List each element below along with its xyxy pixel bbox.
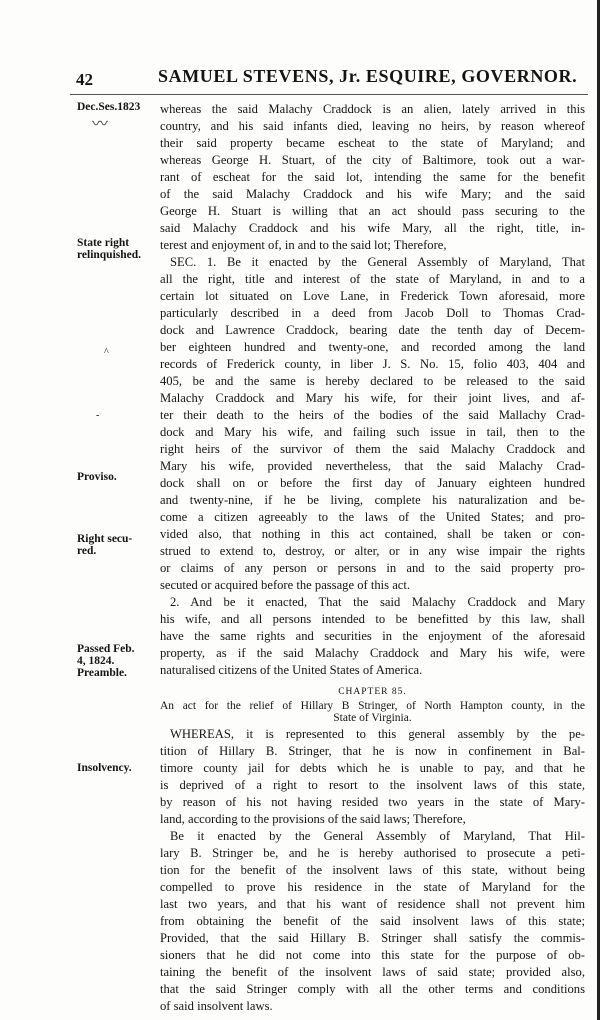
text-line: that the said Stringer comply with all the other terms and conditions — [160, 982, 585, 996]
text-line: 405, be and the same is hereby declared to be released to the said — [160, 374, 585, 388]
text-line: timore county jail for debts which he is unable to pay, and that he — [160, 761, 585, 775]
text-line: naturalised citizens of the United States of America. — [160, 663, 423, 677]
text-line: dock shall on or before the first day of January eighteen hundred — [160, 476, 585, 490]
act-title: An act for the relief of Hillary B Stringer, of North Hampton county, in the — [160, 700, 585, 712]
text-line: whereas the said Malachy Craddock is an alien, lately arrived in this — [160, 102, 585, 116]
text-line: George H. Stuart is willing that an act should pass securing to the — [160, 204, 585, 218]
text-line: lary B. Stringer be, and he is hereby authorised to prosecute a peti- — [160, 846, 585, 860]
text-line: is deprived of a right to resort to the insolvent laws of this state, — [160, 778, 585, 792]
text-line: Provided, that the said Hillary B. Stringer shall satisfy the commis- — [160, 931, 585, 945]
text-line: Malachy Craddock and Mary his wife, for their joint lives, and af- — [160, 391, 585, 405]
text-line: of the said Malachy Craddock and his wife Mary; and the said — [160, 187, 585, 201]
text-line: land, according to the provisions of the said laws; Therefore, — [160, 812, 466, 826]
text-line: or claims of any person or persons in and to the said property pro- — [160, 561, 585, 575]
text-line: records of Frederick county, in liber J. S. No. 15, folio 403, 404 and — [160, 357, 585, 371]
text-line: and twenty-nine, if he be living, complete his naturalization and be- — [160, 493, 585, 507]
text-line: 2. And be it enacted, That the said Malachy Craddock and Mary — [170, 595, 585, 609]
text-line: SEC. 1. Be it enacted by the General Assembly of Maryland, That — [170, 255, 585, 269]
text-line: come a citizen agreeably to the laws of the United States; and pro- — [160, 510, 585, 524]
margin-mark: - — [96, 410, 100, 421]
margin-note-passed-date: 4, 1824. — [77, 655, 115, 667]
text-line: rant of escheat for the said lot, intending the same for the benefit — [160, 170, 585, 184]
text-line: tion for the benefit of the insolvent laws of this state, without being — [160, 863, 585, 877]
text-line: ter their death to the heirs of the bodies of the said Mallachy Crad- — [160, 408, 585, 422]
text-line: country, and his said infants died, leaving no heirs, by reason whereof — [160, 119, 585, 133]
margin-note-right-secured: Right secu- — [77, 533, 133, 545]
text-line: Mary his wife, provided nevertheless, that the said Malachy Crad- — [160, 459, 585, 473]
margin-note-passed: Passed Feb. — [77, 643, 135, 655]
margin-note-insolvency: Insolvency. — [77, 762, 132, 774]
text-line: whereas George H. Stuart, of the city of Baltimore, took out a war- — [160, 153, 585, 167]
text-line: secuted or acquired before the passage of this act. — [160, 578, 411, 592]
text-line: ber eighteen hundred and twenty-one, and recorded among the land — [160, 340, 585, 354]
text-line: certain lot situated on Love Lane, in Frederick Town aforesaid, more — [160, 289, 585, 303]
text-line: said Malachy Craddock and his wife Mary, all the right, title, in- — [160, 221, 585, 235]
text-line: particularly described in a deed from Jacob Doll to Thomas Crad- — [160, 306, 585, 320]
text-line: strued to extend to, destroy, or alter, or in any wise impair the rights — [160, 544, 585, 558]
margin-note-session: Dec.Ses.1823 — [77, 101, 141, 113]
margin-note-red: red. — [77, 545, 97, 557]
chapter-title: CHAPTER 85. — [338, 687, 407, 697]
text-line: all the right, title and interest of the state of Maryland, in and to a — [160, 272, 585, 286]
header-rule — [70, 94, 588, 95]
act-title-state: State of Virginia. — [333, 712, 412, 724]
page-number: 42 — [76, 70, 93, 89]
text-line: dock and Lawrence Craddock, bearing date the tenth day of Decem- — [160, 323, 585, 337]
text-line: last two years, and that his want of residence shall not prevent him — [160, 897, 585, 911]
running-head: SAMUEL STEVENS, Jr. ESQUIRE, GOVERNOR. — [158, 66, 578, 86]
text-line: property, as if the said Malachy Craddock and Mary his wife, were — [160, 646, 585, 660]
text-line: WHEREAS, it is represented to this general assembly by the pe- — [170, 727, 585, 741]
text-line: terest and enjoyment of, in and to the said lot; Therefore, — [160, 238, 447, 252]
text-line: their said property became escheat to the state of Maryland; and — [160, 136, 585, 150]
margin-mark: ^ — [104, 347, 109, 358]
margin-note-state-right: State right — [77, 237, 130, 249]
margin-note-preamble: Preamble. — [77, 667, 127, 679]
text-line: Be it enacted by the General Assembly of Maryland, That Hil- — [170, 829, 585, 843]
text-line: vided also, that nothing in this act contained, shall be taken or con- — [160, 527, 585, 541]
text-line: have the same rights and securities in the enjoyment of the aforesaid — [160, 629, 585, 643]
text-line: by reason of his not having resided two years in the state of Mary- — [160, 795, 585, 809]
text-line: tition of Hillary B. Stringer, that he is now in confinement in Bal- — [160, 744, 585, 758]
text-line: sioners that he did not come into this state for the purpose of ob- — [160, 948, 585, 962]
margin-note-proviso: Proviso. — [77, 471, 117, 483]
text-line: compelled to prove his residence in the state of Maryland for the — [160, 880, 585, 894]
text-line: taining the benefit of the insolvent laws of said state; provided also, — [160, 965, 585, 979]
text-line: from obtaining the benefit of the said insolvent laws of this state; — [160, 914, 585, 928]
text-line: his wife, and all persons intended to be benefitted by this law, shall — [160, 612, 585, 626]
text-line: dock and Mary his wife, and failing such issue in tail, then to the — [160, 425, 585, 439]
text-line: right heirs of the survivor of them the said Malachy Craddock and — [160, 442, 585, 456]
text-line: of said insolvent laws. — [160, 999, 273, 1013]
flourish-ornament: 〰 — [92, 116, 107, 133]
margin-note-relinquished: relinquished. — [77, 249, 142, 261]
